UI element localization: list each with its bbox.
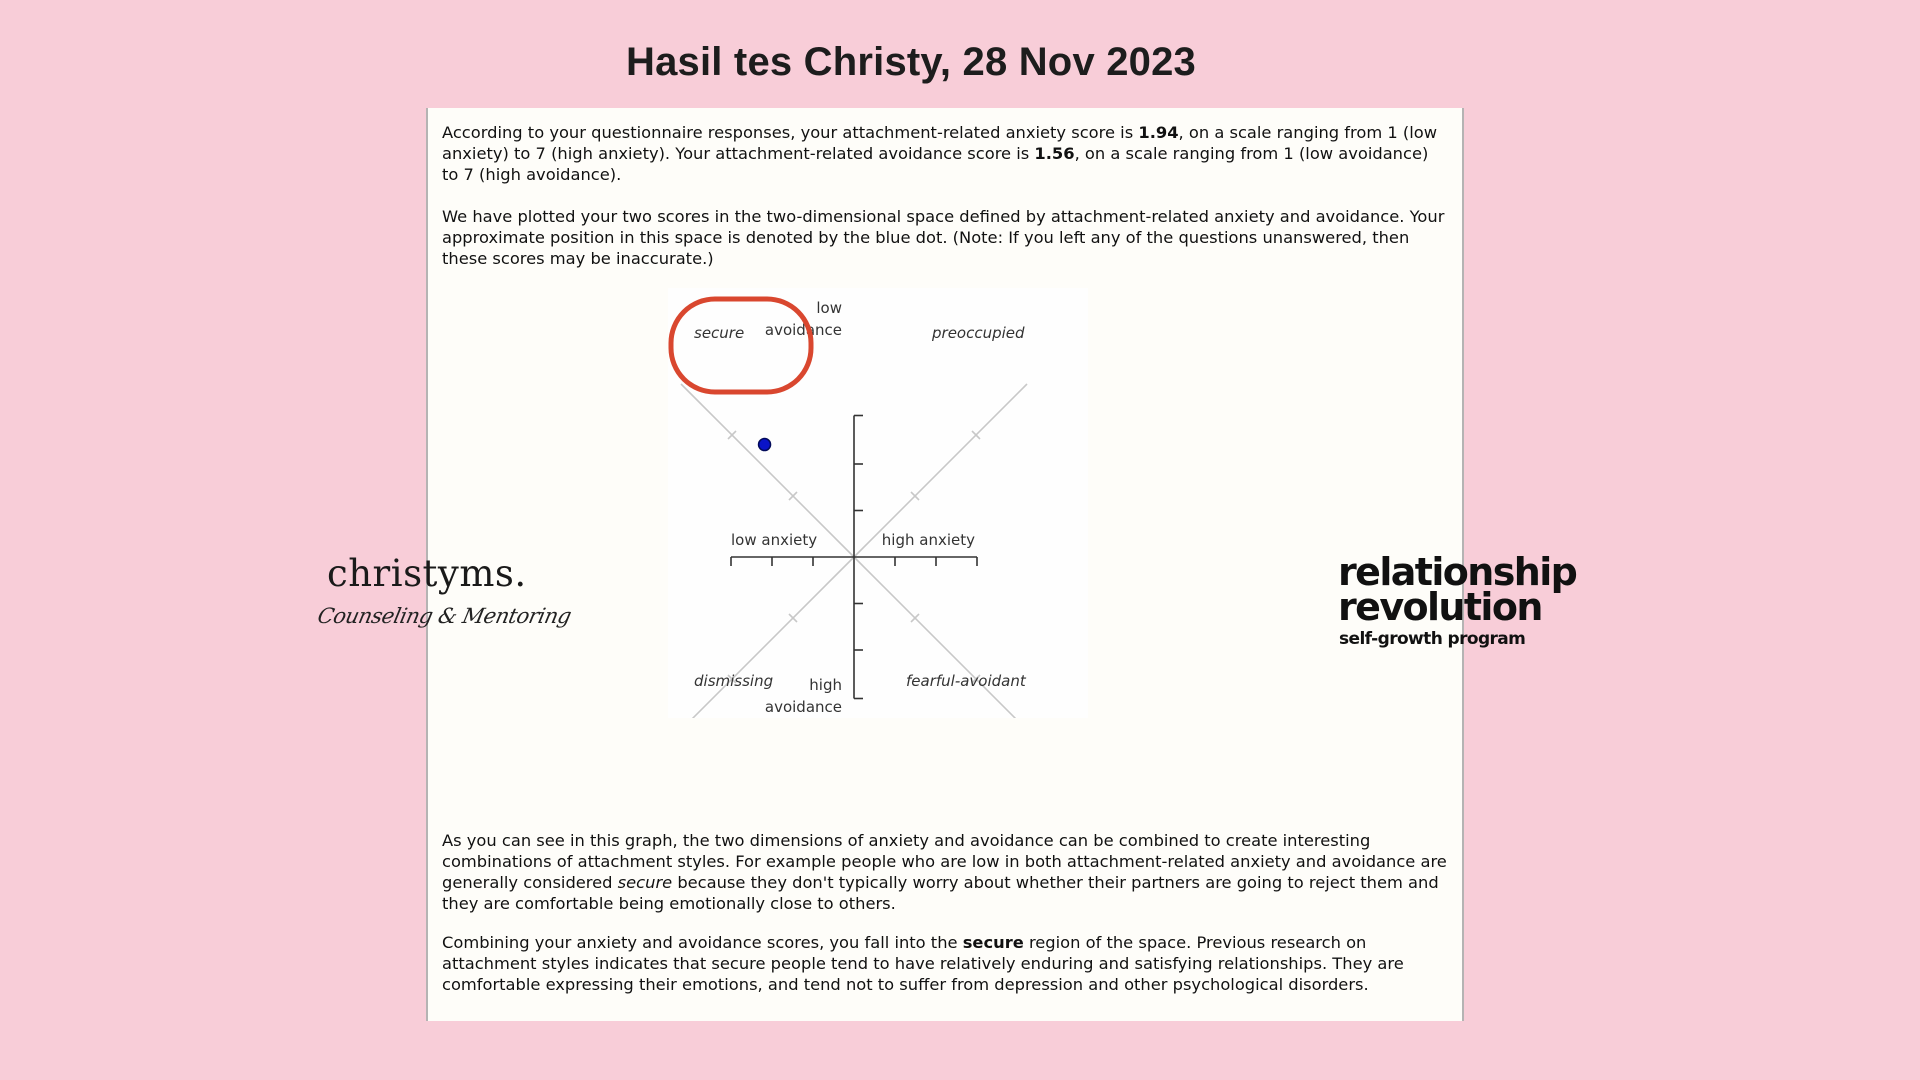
result-region: secure [962,933,1024,952]
score-point [759,439,771,451]
attachment-chart [668,288,1088,718]
relationship-revolution-logo [1338,550,1598,653]
y-label-low-avoidance-line2: avoidance [764,321,842,339]
scores-text-2: , on a scale ranging from 1 (low anxiety) to 7 (high anxiety). Your attachment-related avoidance score is [442,123,1438,163]
quadrant-label-fearful-avoidant: fearful-avoidant [906,672,1026,690]
x-label-high-anxiety: high anxiety [881,531,975,549]
page-title: Hasil tes Christy, 28 Nov 2023 [626,40,1196,84]
styles-text-2: because they don't typically worry about whether their partners are going to reject them and they are comfortable being emotionally close to others. [442,873,1439,913]
christyms-tagline: Counseling & Mentoring [315,604,574,628]
result-text-1: Combining your anxiety and avoidance scores, you fall into the [442,933,963,952]
scores-text-1: According to your questionnaire responses, your attachment-related anxiety score is [442,123,1139,142]
scores-paragraph [442,122,1447,185]
styles-explanation-paragraph [442,830,1447,914]
quadrant-label-preoccupied: preoccupied [932,324,1025,342]
logo-line-program: self-growth program [1339,629,1526,649]
y-label-low-avoidance-line1: low [816,299,842,317]
quadrant-label-secure: secure [694,324,745,342]
styles-text-1: As you can see in this graph, the two dimensions of anxiety and avoidance can be combined to create interesting combinations of attachment styles. For example people who are low in both attachment-related anxiety and avoidance are generally considered [442,831,1447,892]
styles-em-secure: secure [617,873,673,892]
plot-explanation-paragraph: We have plotted your two scores in the two-dimensional space defined by attachment-related anxiety and avoidance. Your approximate position in this space is denoted by the blue dot. (Note: If you left any of the questions unanswered, then these scores may be inaccurate.) [442,207,1445,268]
logo-line-revolution: revolution [1338,585,1542,629]
chart-background [668,288,1088,718]
result-paragraph [442,932,1447,995]
y-label-high-avoidance-line2: avoidance [764,698,842,716]
christyms-brand: christyms. [327,552,527,595]
report-card [426,108,1464,1021]
avoidance-score: 1.56 [1034,144,1075,163]
quadrant-label-dismissing: dismissing [694,672,774,690]
x-label-low-anxiety: low anxiety [731,531,818,549]
y-label-high-avoidance-line1: high [809,676,842,694]
scores-text-3: , on a scale ranging from 1 (low avoidance) to 7 (high avoidance). [442,144,1429,184]
logo-line-relationship: relationship [1338,550,1577,594]
anxiety-score: 1.94 [1138,123,1179,142]
result-text-2: region of the space. Previous research on attachment styles indicates that secure people tend to have relatively enduring and satisfying relationships. They are comfortable expressing their emotions, and tend not to suffer from depression and other psychological disorders. [442,933,1404,994]
christyms-logo [315,552,574,648]
